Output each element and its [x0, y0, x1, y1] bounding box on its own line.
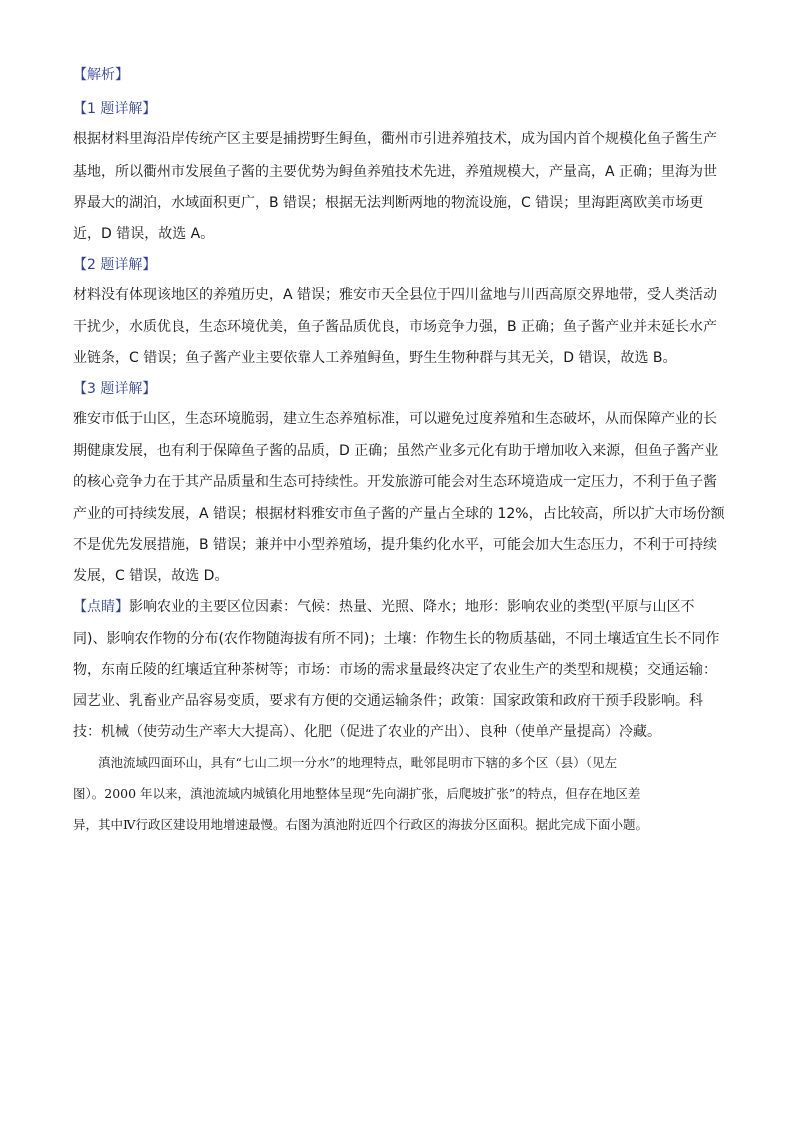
- q2-heading: 【2 题详解】: [73, 257, 157, 273]
- q1-line-3: 界最大的湖泊，水域面积更广，B 错误；根据无法判断两地的物流设施，C 错误；里海距离欧美市场更: [73, 195, 704, 211]
- stem-line-2: 图）。2000 年以来，滇池流域内城镇化用地整体呈现“先向湖扩张，后爬坡扩张”的特点，但存在地区差: [73, 786, 641, 801]
- q3-line-3: 的核心竞争力在于其产品质量和生态可持续性。开发旅游可能会对生态环境造成一定压力，不利于鱼子酱: [73, 474, 717, 490]
- stem-line-3: 异，其中Ⅳ行政区建设用地增速最慢。右图为滇池附近四个行政区的海拔分区面积。据此完成下面小题。: [73, 817, 648, 832]
- tip-first-line: [73, 598, 694, 616]
- tip-line-4: 园艺业、乳畜业产品容易变质，要求有方便的交通运输条件；政策：国家政策和政府干预手段影响。科: [73, 693, 703, 709]
- tip-line-5: 技：机械（使劳动生产率大大提高）、化肥（促进了农业的产出）、良种（使单产量提高）冷藏。: [73, 724, 661, 740]
- q2-line-1: 材料没有体现该地区的养殖历史，A 错误；雅安市天全县位于四川盆地与川西高原交界地带，受人类活动: [73, 287, 718, 303]
- q1-line-1: 根据材料里海沿岸传统产区主要是捕捞野生鲟鱼，衢州市引进养殖技术，成为国内首个规模化鱼子酱生产: [73, 131, 717, 147]
- q1-heading: 【1 题详解】: [73, 101, 157, 117]
- tip-heading: 【点睛】: [73, 599, 129, 615]
- q3-line-6: 发展，C 错误，故选 D。: [73, 568, 229, 584]
- analysis-heading: 【解析】: [73, 67, 129, 83]
- q2-line-2: 干扰少，水质优良，生态环境优美，鱼子酱品质优良，市场竞争力强，B 正确；鱼子酱产业并未延长水产: [73, 319, 718, 335]
- q3-line-5: 不是优先发展措施，B 错误；兼并中小型养殖场，提升集约化水平，可能会加大生态压力，不利于可持续: [73, 537, 718, 553]
- q2-line-3: 业链条，C 错误；鱼子酱产业主要依靠人工养殖鲟鱼，野生生物种群与其无关，D 错误，故选 B。: [73, 350, 677, 366]
- tip-line-1: 影响农业的主要区位因素：气候：热量、光照、降水；地形：影响农业的类型(平原与山区不: [129, 599, 695, 615]
- stem-line-1: 滇池流域四面环山，具有“七山二坝一分水”的地理特点，毗邻昆明市下辖的多个区（县）（见左: [73, 755, 618, 770]
- q1-line-2: 基地，所以衢州市发展鱼子酱的主要优势为鲟鱼养殖技术先进，养殖规模大，产量高，A 正确；里海为世: [73, 164, 718, 180]
- q3-heading: 【3 题详解】: [73, 381, 157, 397]
- tip-line-3: 物，东南丘陵的红壤适宜种茶树等；市场：市场的需求量最终决定了农业生产的类型和规模；交通运输：: [73, 662, 717, 678]
- tip-line-2: 同)、影响农作物的分布(农作物随海拔有所不同)；土壤：作物生长的物质基础，不同土壤适宜生长不同作: [73, 631, 720, 647]
- q3-line-4: 产业的可持续发展，A 错误；根据材料雅安市鱼子酱的产量占全球的 12%，占比较高，所以扩大市场份额: [73, 506, 725, 522]
- q3-line-1: 雅安市低于山区，生态环境脆弱，建立生态养殖标准，可以避免过度养殖和生态破坏，从而保障产业的长: [73, 411, 717, 427]
- q1-line-4: 近，D 错误，故选 A。: [73, 226, 215, 242]
- q3-line-2: 期健康发展，也有利于保障鱼子酱的品质，D 正确；虽然产业多元化有助于增加收入来源，但鱼子酱产业: [73, 443, 719, 459]
